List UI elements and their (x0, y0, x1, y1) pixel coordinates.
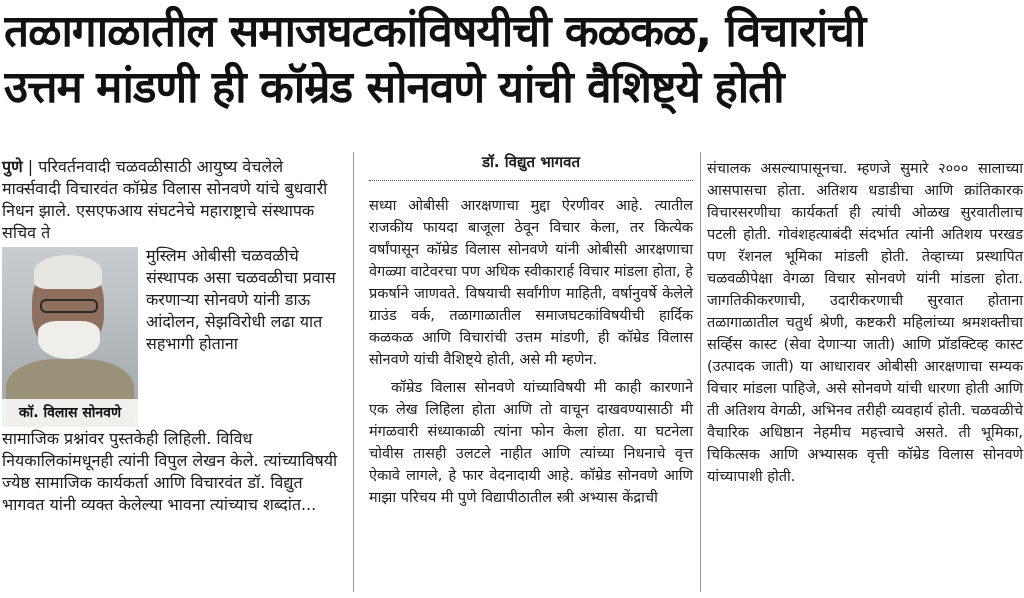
intro-lead (2, 156, 342, 244)
dateline: पुणे (2, 157, 23, 176)
column-divider-2 (700, 152, 701, 592)
byline: डॉ. विद्युत भागवत (481, 153, 581, 171)
portrait-photo (2, 247, 138, 427)
photo-hair-shape (34, 255, 102, 289)
article-column-2 (707, 158, 1023, 488)
headline (4, 4, 1020, 116)
headline-line-2: उत्तम मांडणी ही कॉम्रेड सोनवणे यांची वैशिष्ट्ये होती (4, 62, 784, 113)
intro-column (2, 156, 342, 516)
photo-block (2, 245, 342, 428)
article-paragraph-3: संचालक असल्यापासूनचा. म्हणजे सुमारे २००० सालाच्या आसपासचा होता. अतिशय धडाडीचा आणि क्रांतिकारक विचारसरणीचा कार्यकर्ता ही त्यांची ओळख सुरवातीलाच पटली होती. गोवंशहत्याबंदी संदर्भात त्यांनी अतिशय परखड पण रॅशनल भूमिका मांडली होती. तेव्हाच्या प्रस्थापित चळवळीपेक्षा वेगळा विचार सोनवणे यांनी मांडला होता. जागतिकीकरणाची, उदारीकरणाची सुरवात होताना तळागाळातील चतुर्थ श्रेणी, कष्टकरी महिलांच्या श्रमशक्तीचा सर्व्हिस कास्ट (सेवा देणाऱ्या जाती) आणि प्रॉडक्टिव्ह कास्ट (उत्पादक जाती) या आधारावर ओबीसी आरक्षणाचा सम्यक विचार मांडला पाहिजे, असे सोनवणे यांची धारणा होती आणि ती अतिशय वेगळी, अभिनव तरीही व्यवहार्य होती. चळवळीचे वैचारिक अधिष्ठान नेहमीच महत्त्वाचे असते. ती भूमिका, चिकित्सक आणि अभ्यासक वृत्ती कॉम्रेड विलास सोनवणे यांच्यापाशी होती. (707, 161, 1023, 485)
dateline-separator: | (22, 157, 39, 176)
article-paragraph-2: कॉम्रेड विलास सोनवणे यांच्याविषयी मी काही कारणाने एक लेख लिहिला होता आणि तो वाचून दाखवण्यासाठी मी मंगळवारी संध्याकाळी त्यांना फोन केला होता. या घटनेला चोवीस तासही उलटले नाहीत आणि त्यांच्या निधनाचे वृत्त ऐकावे लागले, हे फार वेदनादायी आहे. कॉम्रेड सोनवणे आणि माझा परिचय मी पुणे विद्यापीठातील स्त्री अभ्यास केंद्राची (369, 380, 693, 506)
article-column-1 (369, 150, 693, 509)
intro-wrap-text: मुस्लिम ओबीसी चळवळीचे संस्थापक असा चळवळीचा प्रवास करणाऱ्या सोनवणे यांनी डाऊ आंदोलन, सेझविरोधी लढा यात सहभागी होताना (146, 246, 336, 353)
intro-after-text: सामाजिक प्रश्नांवर पुस्तकेही लिहिली. विविध नियकालिकांमधूनही त्यांनी विपुल लेखन केले. त्यांच्याविषयी ज्येष्ठ सामाजिक कार्यकर्ता आणि विचारवंत डॉ. विद्युत भागवत यांनी व्यक्त केलेल्या भावना त्यांच्याच शब्दांत... (2, 429, 338, 514)
photo-caption: कॉ. विलास सोनवणे (2, 399, 138, 427)
intro-lead-text: परिवर्तनवादी चळवळीसाठी आयुष्य वेचलेले मार्क्सवादी विचारवंत कॉम्रेड विलास सोनवणे यांचे बुधवारी निधन झाले. एसएफआय संघटनेचे महाराष्ट्राचे संस्थापक सचिव ते (2, 157, 328, 242)
byline-rule (369, 180, 693, 181)
photo-glasses-shape (40, 299, 98, 313)
photo-beard-shape (38, 321, 100, 359)
column-divider-1 (353, 152, 354, 592)
headline-line-1: तळागाळातील समाजघटकांविषयीची कळकळ, विचारांची (4, 6, 866, 57)
article-paragraph-1: सध्या ओबीसी आरक्षणाचा मुद्दा ऐरणीवर आहे. त्यातील राजकीय फायदा बाजूला ठेवून विचार केला, तर कित्येक वर्षांपासून कॉम्रेड विलास सोनवणे यांनी ओबीसी आरक्षणाचा वेगळ्या वाटेवरचा पण अधिक स्वीकारार्ह विचार मांडला होता, हे प्रकर्षाने जाणवते. विषयाची सर्वांगीण माहिती, वर्षानुवर्षे केलेले ग्राउंड वर्क, तळागाळातील समाजघटकांविषयीची हार्दिक कळकळ आणि विचारांची उत्तम मांडणी, ही कॉम्रेड विलास सोनवणे यांची वैशिष्ट्ये होती, असे मी म्हणेन. (369, 198, 693, 368)
